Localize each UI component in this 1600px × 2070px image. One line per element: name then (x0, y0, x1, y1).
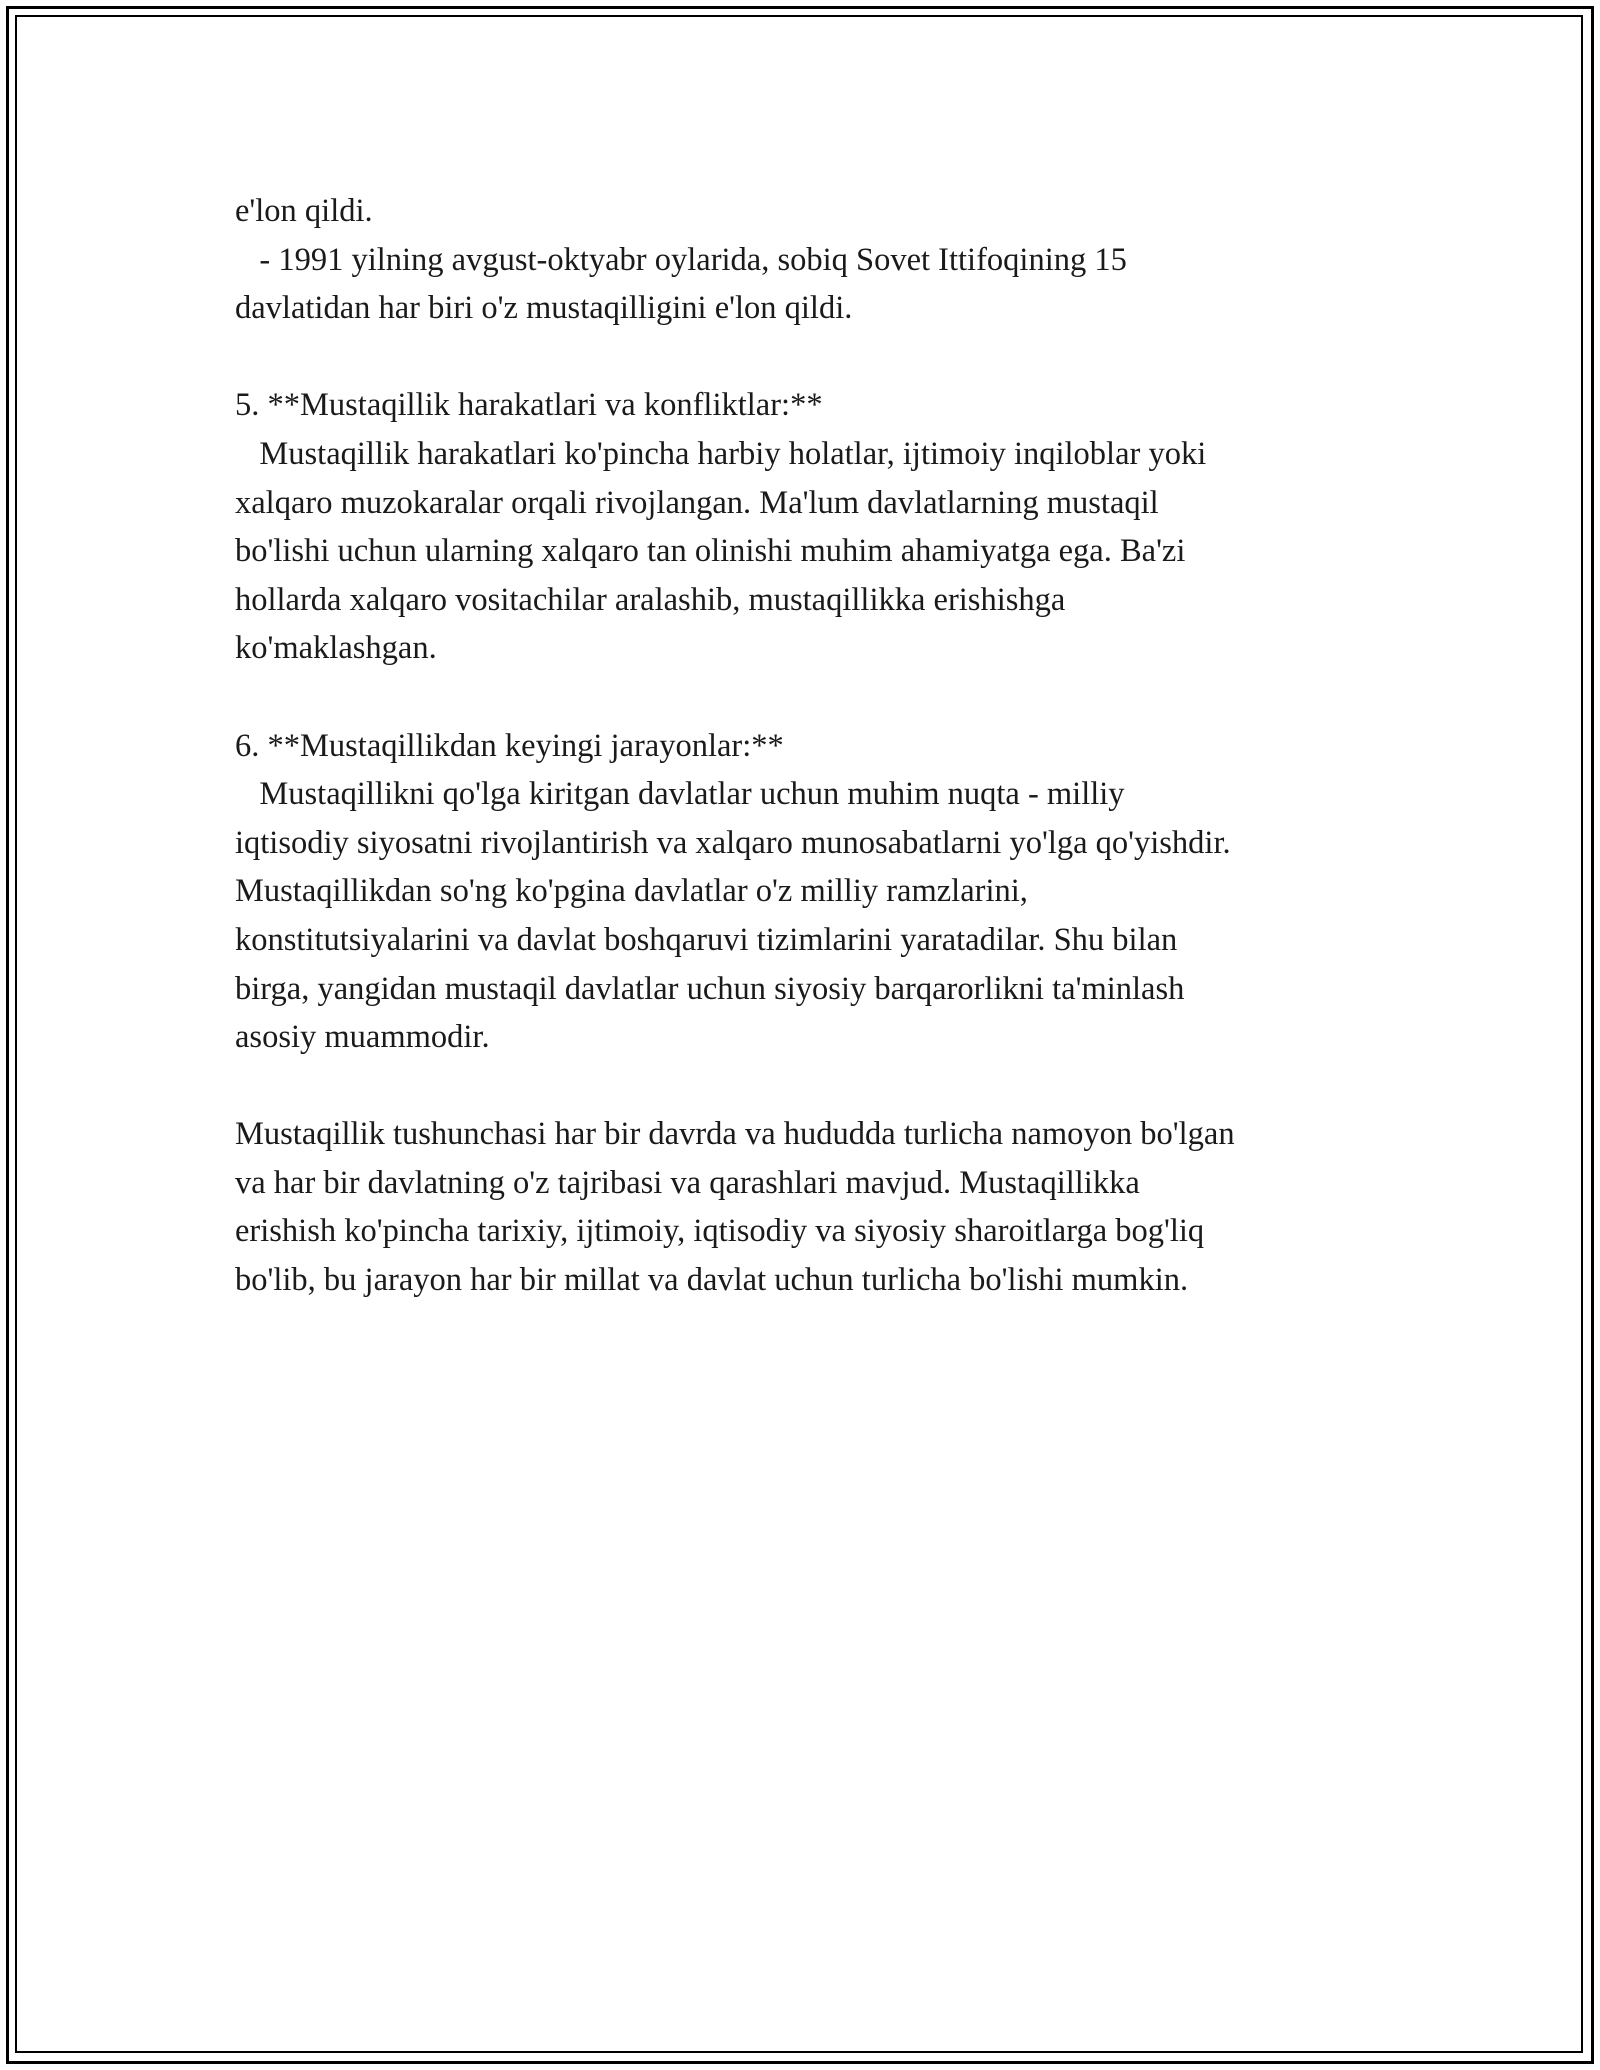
body-line: iqtisodiy siyosatni rivojlantirish va xalqaro munosabatlarni yo'lga qo'yishdir. (235, 824, 1231, 861)
body-line: Mustaqillik harakatlari ko'pincha harbiy holatlar, ijtimoiy inqiloblar yoki (235, 435, 1207, 472)
document-body (235, 187, 1415, 1305)
body-line: Mustaqillikni qo'lga kiritgan davlatlar uchun muhim nuqta - milliy (235, 776, 1125, 813)
body-line: xalqaro muzokaralar orqali rivojlangan. Ma'lum davlatlarning mustaqil (235, 484, 1159, 521)
body-line: konstitutsiyalarini va davlat boshqaruvi tizimlarini yaratadilar. Shu bilan (235, 921, 1178, 958)
body-line: davlatidan har biri o'z mustaqilligini e'lon qildi. (235, 290, 853, 327)
paragraph-gap (235, 673, 1415, 722)
paragraph-gap (235, 333, 1415, 382)
body-line: hollarda xalqaro vositachilar aralashib, mustaqillikka erishishga (235, 581, 1066, 618)
conclusion-line: bo'lib, bu jarayon har bir millat va davlat uchun turlicha bo'lishi mumkin. (235, 1262, 1189, 1299)
conclusion-line: erishish ko'pincha tarixiy, ijtimoiy, iqtisodiy va siyosiy sharoitlarga bog'liq (235, 1213, 1205, 1250)
body-line: e'lon qildi. (235, 193, 373, 229)
section-heading-6: 6. **Mustaqillikdan keyingi jarayonlar:** (235, 727, 784, 764)
conclusion-line: Mustaqillik tushunchasi har bir davrda va hududda turlicha namoyon bo'lgan (235, 1116, 1235, 1153)
body-line: birga, yangidan mustaqil davlatlar uchun siyosiy barqarorlikni ta'minlash (235, 970, 1185, 1007)
body-line: asosiy muammodir. (235, 1019, 490, 1056)
body-line: Mustaqillikdan so'ng ko'pgina davlatlar o'z milliy ramzlarini, (235, 873, 1028, 910)
body-line: - 1991 yilning avgust-oktyabr oylarida, sobiq Sovet Ittifoqining 15 (235, 241, 1127, 278)
body-line: bo'lishi uchun ularning xalqaro tan olinishi muhim ahamiyatga ega. Ba'zi (235, 533, 1186, 570)
body-line: ko'maklashgan. (235, 630, 437, 667)
conclusion-line: va har bir davlatning o'z tajribasi va qarashlari mavjud. Mustaqillikka (235, 1164, 1140, 1201)
section-heading-5: 5. **Mustaqillik harakatlari va konfliktlar:** (235, 387, 823, 424)
paragraph-gap (235, 1062, 1415, 1111)
